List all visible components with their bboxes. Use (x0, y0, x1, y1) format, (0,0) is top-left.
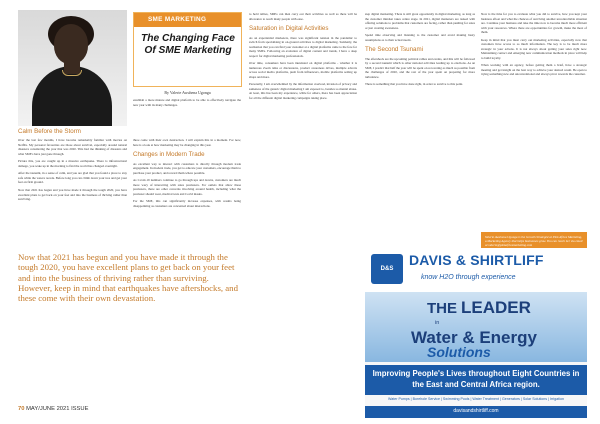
col3-paragraph: As an experiential marketers, there was significant tension in the pandemic to switch from specialising in on-ground activities to digital marketing. Suddenly, the realisation that you can find your customer at a digital platforms came to the fore for many SMEs. Following an evolution of digital content and trends, I have a deep respect for digital marketing professionals. (249, 35, 357, 58)
ad-solutions: Solutions (427, 344, 491, 360)
ad-slogan: Improving People's Lives throughout Eight Countries in the East and Central Africa region. (372, 369, 580, 389)
col2-paragraph: For the SME, this can significantly increase expenses, with results being disappointing as customers are concerned about interactions. (133, 199, 241, 208)
col1-paragraph: Now that 2021 has begun and you have made it through the tough 2020, you have excellent plans to get back on your feet and into the business of thriving rather than surviving. (18, 188, 127, 202)
column-1 (18, 138, 127, 250)
section-label: SME MARKETING (148, 16, 207, 23)
col4-paragraph: The aftershock are the upcoming political rallies and events, and this will be followed by a second tsunami which is other national activities leading up to elections. As an SME, I predict that half the year will be spent on recovering as much as possible from the challenges of 2020, and the rest of the year spent on preparing for more turbulence. (365, 56, 475, 79)
page-number: 70 (18, 406, 25, 412)
ad-tagline: know H2O through experience (421, 274, 516, 281)
col5-paragraph: Keep in mind that you must carry out marketing activities, especially now that customers have access to so much information. The key is to be much more strategic in your actions. It is not always about getting your sales right now. Maintaining contact and emerging new communication methods in place will help to build loyalty. (481, 37, 587, 60)
col5-paragraph: Now is the time for you to evaluate what you did to survive, how you kept your business afloat and what the chances of surviving another uncontrollable situation are. Continue your business and take the time now to become much more efficient with your resources. Where there are opportunities for growth, make the most of them. (481, 12, 587, 34)
col5-paragraph: When working with an agency, before getting them a brief, have a strategic meeting and get insight on the best way to achieve your desired result. Be open to trying something new and unconventional and always pivot towards the customer. (481, 63, 587, 77)
col2-paragraph: three come with their own destruction. I will explain this in a moment. For now, here is a look at how marketing may be changing in this year. (133, 138, 241, 147)
ad-logo: D&S (371, 254, 403, 284)
ad-url-bar[interactable] (365, 406, 587, 418)
col4-paragraph: Spend time observing and listening to the customer and avoid making hasty assumptions as to their actual needs. (365, 33, 475, 42)
col3-paragraph: Personally, I am overwhelmed by the information overload, invasion of privacy and sameness of the generic digital marketing I am exposed to, besides so mental abuse. At least, this has been my experience, while for others, there has been appreciation for all the different digital marketing campaigns taking place. (249, 82, 357, 100)
column-2-intro (133, 98, 241, 138)
calm-heading: Calm Before the Storm (18, 128, 81, 135)
col1-paragraph: After the tsunami, in a sense of calm, and you are glad that you found a place to stay safe while the waters recede. Before long you can climb down your tree and get your feet on firm ground. (18, 171, 127, 185)
ad-in: in (435, 320, 440, 326)
photo-face (54, 24, 88, 64)
column-5 (481, 12, 587, 232)
column-3 (249, 12, 357, 400)
page-footer (18, 406, 241, 418)
column-2 (133, 138, 241, 250)
col1-paragraph: Over the last few months, I have become remarkably familiar with movies on Netflix. My personal favourites are those about survival, especially around natural disasters considering the year that was 2020. This had me thinking of disasters and what SME's have just gone through. (18, 138, 127, 156)
issue-label: MAY/JUNE 2021 ISSUE (26, 406, 89, 412)
feature-title-box (133, 12, 242, 87)
subheading-modern-trade: Changes in Modern Trade (133, 151, 205, 158)
col4-paragraph: There is something that you have done right, in order to survive to this point. (365, 82, 464, 87)
ad-url[interactable]: davisandshirtliff.com (453, 408, 499, 414)
col4-paragraph: step digital marketing. There is still great opportunity in digital marketing, as long as the customer mindset takes centre stage. In 2021, digital marketers are tasked with offering solutions to problems that customers are facing, rather than pushing for sales or just creating awareness. (365, 12, 475, 30)
col3-paragraph: Over time, consumers have been inundated on digital platforms - whether it is numerous Zoom talks or discussions, product awareness drives, multiple adverts across social media platforms, push from influencers, mobile platforms setting up shops and more. (249, 61, 357, 79)
photo-necklace (62, 70, 82, 76)
author-photo (18, 10, 127, 126)
column-4 (365, 12, 475, 248)
feature-title: The Changing Face Of SME Marketing (141, 33, 235, 56)
col1-paragraph: Picture this, you are caught up in a massive earthquake. There is infrastructural damage, you wake up in the morning to find the world has changed overnight. (18, 159, 127, 168)
ad-the: THE (427, 300, 457, 317)
ad-leader: LEADER (461, 298, 531, 317)
ad-products: Water Pumps | Borehole Service | Swimming Pools | Water Treatment | Generators | Solar Solutions | Irrigation (388, 397, 564, 401)
ad-brand: DAVIS & SHIRTLIFF (409, 252, 544, 268)
subheading-second-tsunami: The Second Tsunami (365, 46, 424, 54)
col2-paragraph: As Covid-19 numbers continue to go through ups and downs, customers are much more wary of interacting with sales promoters. For outlets that allow these promoters, there are other concerns involving around health, including what the promoter should wear, medical tests and Covid masks. (133, 178, 241, 196)
col2-paragraph: As excellent way to interact with customers is directly through modern trade engagement. In modern trade, you get to educate your customers, encourage them to purchase your product, and reward them where possible. (133, 161, 241, 175)
subheading-saturation: Saturation in Digital Activities (249, 25, 329, 32)
col2-intro-paragraph: establish a more mature and digital platform to be able to effectively navigate the new year with its many challenges. (133, 98, 241, 107)
author-callout: Valerie Awuhena Ugonga is the Growth Strategist at Pink Africa Marketing, a Marketing Agency that helps businesses grow. You can reach her via email at valerie@pinkafricamarketing.com (481, 232, 587, 262)
byline: By Valerie Awuhena Ugonga (164, 90, 211, 95)
section-label-bar (134, 13, 241, 27)
davis-shirtliff-ad[interactable] (365, 248, 587, 418)
col3-paragraph: to hold rallies, SMEs can then carry out their activities as well as there will be allowance to reach many people with ease. (249, 12, 357, 21)
ad-water-energy: Water & Energy (411, 328, 537, 347)
pull-quote: Now that 2021 has begun and you have made it through the tough 2020, you have excellent plans to get back on your feet and into the business of thriving rather than surviving. However, keep in mind that earthquakes have aftershocks, and these come with their own devastation. (18, 252, 238, 304)
